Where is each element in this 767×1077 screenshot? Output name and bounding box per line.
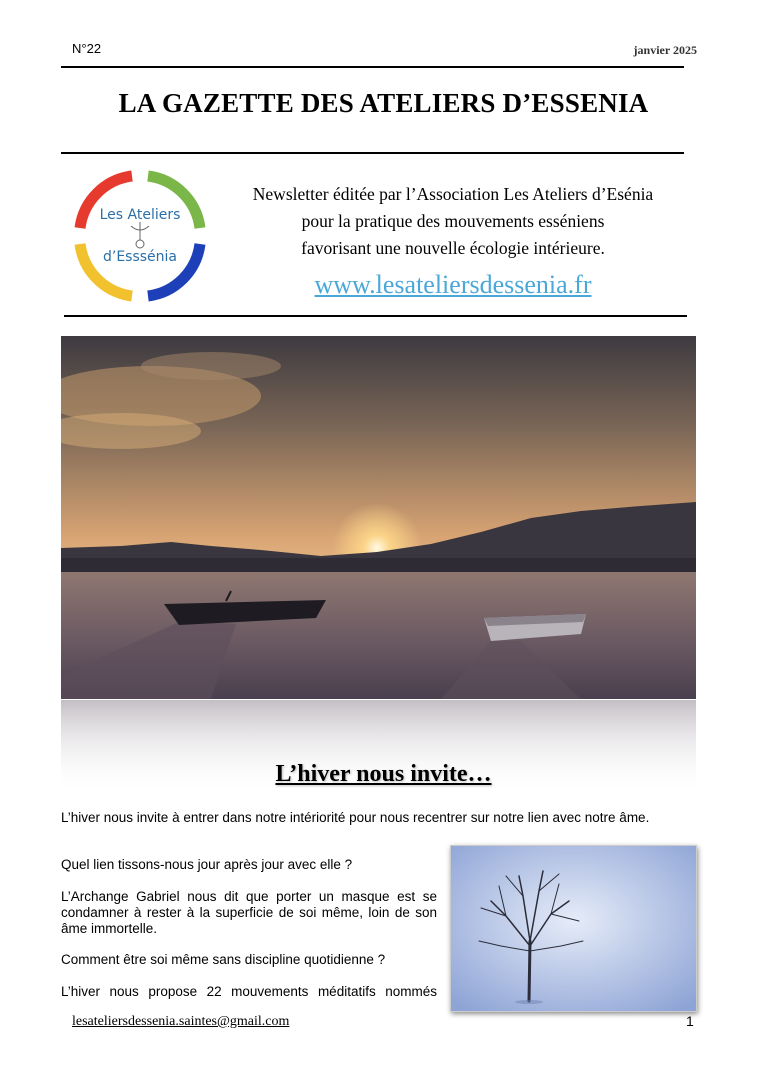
issue-number: N°22 (72, 41, 102, 56)
contact-email[interactable]: lesateliersdessenia.saintes@gmail.com (72, 1014, 290, 1029)
masthead-rule (61, 152, 684, 154)
logo-text-line1: Les Ateliers (99, 207, 181, 223)
intro-line-2: pour la pratique des mouvements esséniens (301, 211, 605, 231)
website-link[interactable]: www.lesateliersdessenia.fr (314, 270, 592, 299)
article-paragraph: Comment être soi même sans discipline quotidienne ? (61, 952, 386, 967)
issue-date: janvier 2025 (633, 43, 697, 57)
intro-line-1: Newsletter éditée par l’Association Les Ateliers d’Esénia (252, 184, 654, 204)
frozen-lake-sunset-photo (61, 336, 696, 699)
article-paragraph: L’Archange Gabriel nous dit que porter un masque est se condamner à rester à la superficie de soi même, loin de son âme immortelle. (61, 889, 437, 936)
association-logo (70, 166, 210, 306)
article-paragraph: Quel lien tissons-nous jour après jour avec elle ? (61, 857, 353, 872)
top-rule (61, 66, 684, 68)
article-paragraph: L’hiver nous propose 22 mouvements méditatifs nommés (61, 984, 437, 999)
winter-tree-photo (450, 845, 697, 1012)
newsletter-intro (228, 181, 678, 262)
logo-text-line2: d’Esssénia (102, 249, 178, 265)
article-paragraph: L’hiver nous invite à entrer dans notre intériorité pour nous recentrer sur notre lien avec notre âme. (61, 810, 650, 825)
intro-line-3: favorisant une nouvelle écologie intérieure. (301, 238, 605, 258)
article-title: L’hiver nous invite… (275, 761, 492, 787)
gazette-title: LA GAZETTE DES ATELIERS D’ESSENIA (118, 88, 649, 118)
intro-rule (64, 315, 687, 317)
page-number: 1 (686, 1013, 694, 1029)
